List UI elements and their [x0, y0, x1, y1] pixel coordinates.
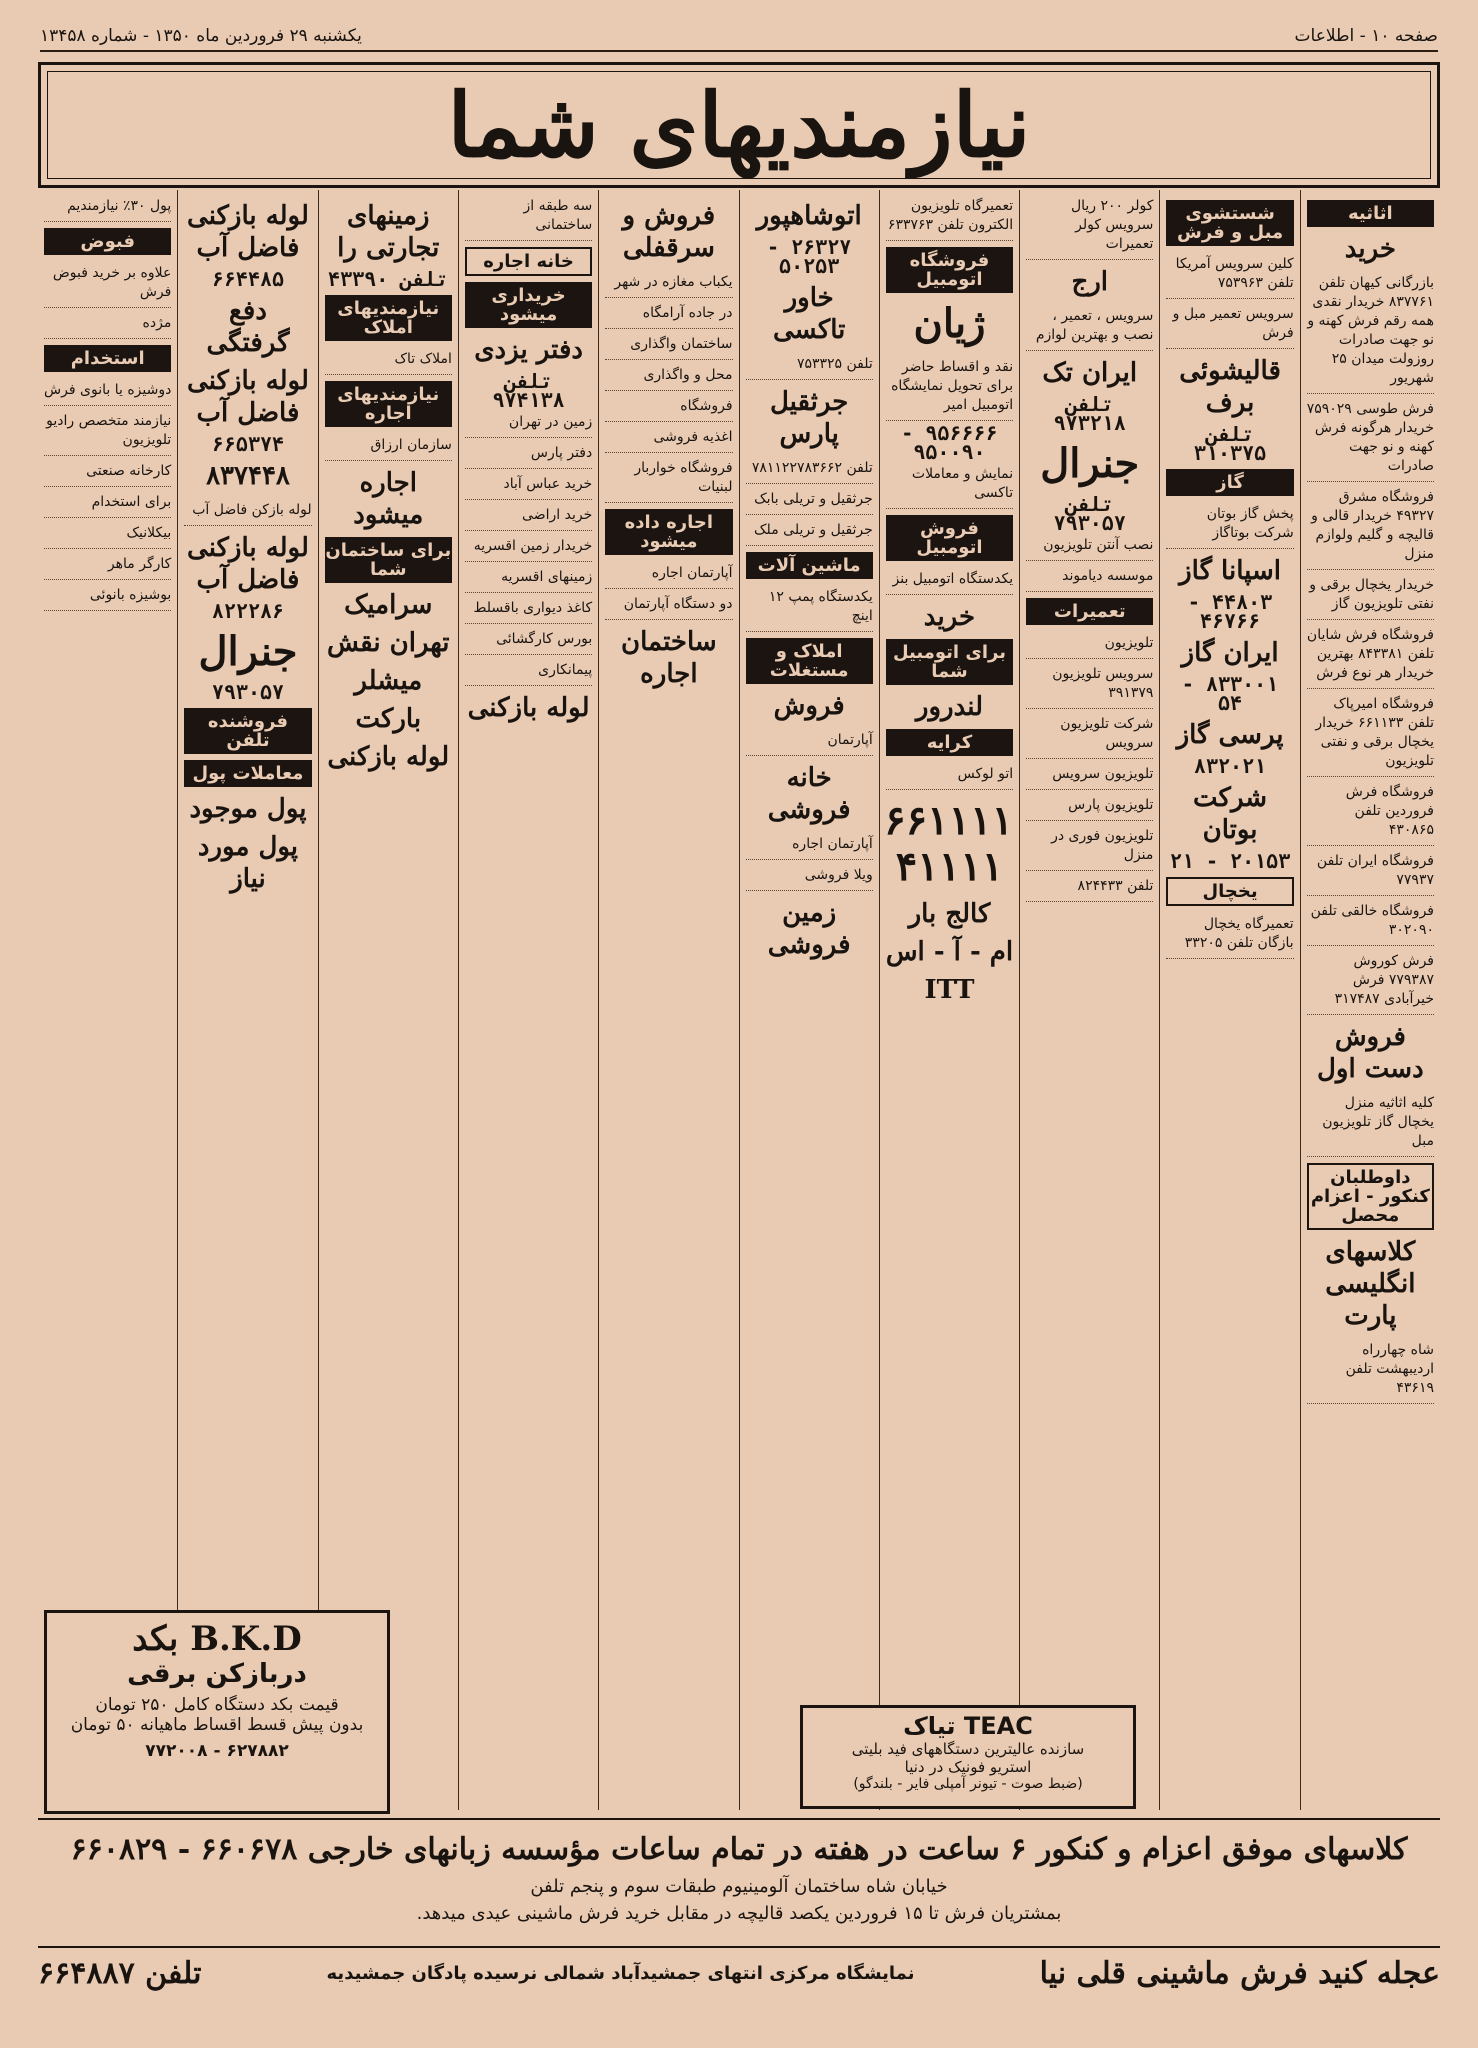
ad-headline: ITT: [924, 975, 975, 1005]
phone-number: تلفن ۹۷۳۲۱۸: [1053, 392, 1126, 435]
classified-ad: یکدستگاه اتومبیل بنز: [886, 567, 1013, 595]
classified-ad: تلویزیون پارس: [1026, 793, 1153, 821]
classified-ad: نیازمند متخصص رادیو تلویزیون: [44, 409, 171, 456]
classified-ad: تلفن ۸۲۴۴۳۳: [1026, 874, 1153, 902]
classified-ad: بورس کارگشائی: [465, 627, 592, 655]
classified-ad: تعمیرگاه یخچال بازگان تلفن ۳۳۲۰۵: [1166, 912, 1293, 959]
classified-ad: تلویزیون سرویس: [1026, 762, 1153, 790]
classified-ad: آپارتمان: [746, 728, 873, 756]
classified-ad: سازمان ارزاق: [325, 433, 452, 461]
phone-number: ۸۳۳۰۰۱ - ۵۴: [1181, 672, 1279, 715]
bkd-brand: B.K.D بکد: [132, 1619, 302, 1659]
ad-display-headline: جنرال: [1040, 440, 1140, 487]
footer-carpet-title: عجله کنید فرش ماشینی قلی نیا: [1039, 1956, 1440, 1991]
classified-ad: کارخانه صنعتی: [44, 459, 171, 487]
bkd-ad: [44, 1610, 390, 1814]
ad-headline: ایران گاز: [1181, 638, 1279, 668]
classified-ad: کلین سرویس آمریکا تلفن ۷۵۳۹۶۳: [1166, 252, 1293, 299]
ad-headline: اجاره میشود: [353, 468, 424, 530]
ad-display-headline: جنرال: [198, 628, 298, 675]
classified-ad: تلویزیون: [1026, 631, 1153, 659]
section-header: تعمیرات: [1026, 598, 1153, 625]
masthead: [38, 62, 1440, 188]
teac-line3: (ضبط صوت - تیونر آمپلی فایر - بلندگو): [853, 1776, 1083, 1792]
classified-ad: جرثقیل و تریلی بابک: [746, 487, 873, 515]
column-9: [177, 190, 317, 1810]
footer-phones: ۶۶۰۶۷۸ - ۶۶۰۸۲۹: [70, 1832, 298, 1867]
column-8: [318, 190, 458, 1810]
footer-line1: کلاسهای موفق اعزام و کنکور ۶ ساعت در هفته در تمام ساعات مؤسسه زبانهای خارجی: [307, 1832, 1408, 1867]
classified-ad: یکدستگاه پمپ ۱۲ اینچ: [746, 585, 873, 632]
teac-line2: استریو فونیک در دنیا: [904, 1758, 1032, 1776]
phone-number: ۷۹۳۰۵۷: [211, 680, 285, 704]
issue-date: یکشنبه ۲۹ فروردین ماه ۱۳۵۰ - شماره ۱۳۴۵۸: [40, 26, 362, 46]
classified-ad: تعمیرگاه تلویزیون الکترون تلفن ۶۳۳۷۶۳: [886, 194, 1013, 241]
classified-columns: [38, 190, 1440, 1810]
classified-ad: فروشگاه فرش فروردین تلفن ۴۳۰۸۶۵: [1307, 780, 1434, 846]
classified-ad: فروشگاه: [605, 394, 732, 422]
ad-headline: کالج بار: [908, 899, 991, 929]
classified-ad: موسسه دیاموند: [1026, 564, 1153, 592]
column-3: [1019, 190, 1159, 1810]
classified-ad: مژده: [44, 311, 171, 339]
ad-headline: جرثقیل پارس: [769, 387, 849, 449]
ad-headline: خرید: [923, 602, 976, 632]
ad-headline: دفتر یزدی: [474, 335, 583, 365]
classified-ad: شاه چهارراه اردیبهشت تلفن ۴۳۶۱۹: [1307, 1338, 1434, 1404]
column-5: [739, 190, 879, 1810]
bkd-phone: ۶۲۷۸۸۲ - ۷۷۲۰۰۸: [145, 1741, 289, 1761]
classified-ad: کارگر ماهر: [44, 552, 171, 580]
ad-headline: پول مورد نیاز: [197, 832, 299, 894]
ad-headline: ۸۳۷۴۴۸: [206, 461, 290, 491]
phone-number: تلفن ۳۱۰۳۷۵: [1193, 422, 1267, 465]
masthead-inner-frame: [47, 71, 1431, 179]
ad-headline: خرید: [1344, 234, 1396, 264]
classified-ad: نمایش و معاملات تاکسی: [886, 462, 1013, 509]
phone-number: تلفن ۷۹۳۰۵۷: [1053, 492, 1126, 535]
ad-headline: کلاسهای انگلیسی پارت: [1325, 1237, 1416, 1331]
column-6: [598, 190, 738, 1810]
bkd-installments: بدون پیش قسط اقساط ماهیانه ۵۰ تومان: [70, 1715, 364, 1735]
section-header: خریداری میشود: [465, 282, 592, 328]
classified-ad: تلفن ۷۸۱۱۲۲۷۸۳۶۶۲: [746, 456, 873, 484]
section-header: کرایه: [886, 729, 1013, 756]
ad-headline: لوله بازکنی: [467, 693, 590, 723]
classified-ad: فرش طوسی ۷۵۹۰۲۹ خریدار هرگونه فرش کهنه و نو جهت صادرات: [1307, 397, 1434, 482]
classified-ad: سرویس ، تعمیر ، نصب و بهترین لوازم: [1026, 304, 1153, 351]
classified-ad: بازرگانی کیهان تلفن ۸۳۷۷۶۱ خریدار نقدی همه رقم فرش کهنه و نو جهت صادرات روزولت میدان ۲۵ شهریور: [1307, 271, 1434, 394]
ad-headline: لندرور: [915, 692, 983, 722]
ad-headline: شرکت بوتان: [1193, 783, 1268, 845]
ad-headline: ام - آ - اس: [885, 937, 1014, 967]
ad-headline: ایران تک: [1042, 358, 1138, 388]
ad-headline: تهران نقش: [327, 628, 450, 658]
masthead-title: نیازمندیهای شما: [447, 73, 1031, 177]
footer-carpet-ad: [38, 1946, 1440, 1991]
classified-ad: کلیه اثاثیه منزل یخچال گاز تلویزیون مبل: [1307, 1091, 1434, 1157]
classified-ad: فروشگاه خالقی تلفن ۳۰۲۰۹۰: [1307, 899, 1434, 946]
section-header-boxed: خانه اجاره: [465, 247, 592, 276]
section-header: نیازمندیهای املاک: [325, 295, 452, 341]
footer-ads: [38, 1818, 1440, 2020]
phone-number: تلفن ۴۳۳۹۰: [328, 267, 449, 291]
footer-carpet-offer: بمشتریان فرش تا ۱۵ فروردین یکصد قالیچه در مقابل خرید فرش ماشینی عیدی میدهد.: [416, 1903, 1062, 1924]
footer-language-institute: [38, 1830, 1440, 1870]
classified-ad: سرویس تلویزیون ۳۹۱۳۷۹: [1026, 662, 1153, 709]
column-7: [458, 190, 598, 1810]
classified-ad: جرثقیل و تریلی ملک: [746, 518, 873, 546]
classified-ad: تلفن ۷۵۳۳۲۵: [746, 352, 873, 380]
column-2: [1159, 190, 1299, 1810]
classified-ad: خرید عباس آباد: [465, 472, 592, 500]
ad-headline: خاور تاکسی: [772, 283, 846, 345]
phone-number: ۲۰۱۵۳ - ۲۱: [1169, 849, 1291, 873]
section-header: اثاثیه: [1307, 200, 1434, 227]
classified-ad: آپارتمان اجاره: [605, 561, 732, 589]
classified-ad: زمین در تهران: [465, 410, 592, 438]
ad-headline: لوله بازکنی فاضل آب: [187, 201, 309, 263]
classified-ad: پول ۳۰٪ نیازمندیم: [44, 194, 171, 222]
ad-headline: زمین فروشی: [767, 898, 851, 960]
classified-ad: لوله بازکن فاضل آب: [184, 498, 311, 526]
section-header: برای ساختمان شما: [325, 537, 452, 583]
ad-headline: لوله بازکنی فاضل آب: [187, 533, 309, 595]
ad-headline: اسپانا گاز: [1179, 556, 1281, 586]
page-info: صفحه ۱۰ - اطلاعات: [1294, 26, 1438, 46]
teac-brand: TEAC تیاک: [903, 1712, 1033, 1740]
classified-ad: شرکت تلویزیون سرویس: [1026, 712, 1153, 759]
classified-ad: سه طبقه از ساختمانی: [465, 194, 592, 241]
phone-number: ۶۶۴۴۸۵: [211, 267, 285, 291]
ad-headline: خانه فروشی: [767, 763, 851, 825]
classified-ad: فروشگاه ایران تلفن ۷۷۹۳۷: [1307, 849, 1434, 896]
section-header: گاز: [1166, 469, 1293, 496]
section-header: فروشگاه اتومبیل: [886, 247, 1013, 293]
classified-ad: کولر ۲۰۰ ریال سرویس کولر تعمیرات: [1026, 194, 1153, 260]
classified-ad: فروشگاه خواربار لبنیات: [605, 456, 732, 503]
classified-ad: در جاده آرامگاه: [605, 301, 732, 329]
ad-headline: اتوشاهپور: [756, 201, 862, 231]
classified-ad: خریدار یخچال برقی و نفتی تلویزیون گاز: [1307, 573, 1434, 620]
classified-ad: دو دستگاه آپارتمان: [605, 592, 732, 620]
ad-headline: سرامیک: [344, 590, 433, 620]
classified-ad: خرید اراضی: [465, 503, 592, 531]
classified-ad: فروشگاه مشرق ۴۹۳۲۷ خریدار قالی و قالیچه و گلیم ولوازم منزل: [1307, 485, 1434, 570]
column-10: [38, 190, 177, 1810]
column-4: [879, 190, 1019, 1810]
classified-ad: بوشیزه بانوئی: [44, 583, 171, 611]
section-header: نیازمندیهای اجاره: [325, 381, 452, 427]
classified-ad: فرش کوروش ۷۷۹۳۸۷ فرش خیرآبادی ۳۱۷۴۸۷: [1307, 949, 1434, 1015]
section-header: استخدام: [44, 345, 171, 372]
classified-ad: پیمانکاری: [465, 658, 592, 686]
classified-ad: علاوه بر خرید فبوض فرش: [44, 261, 171, 308]
section-header: فروشنده تلفن: [184, 708, 311, 754]
section-header: شستشوی مبل و فرش: [1166, 200, 1293, 246]
phone-number: ۲۶۳۲۷ - ۵۰۲۵۳: [767, 235, 852, 278]
section-header: ماشین آلات: [746, 552, 873, 579]
footer-carpet-address: نمایشگاه مرکزی انتهای جمشیدآباد شمالی نرسیده پادگان جمشیدیه: [326, 1963, 915, 1984]
classified-ad: ویلا فروشی: [746, 863, 873, 891]
classified-ad: بیکلانیک: [44, 521, 171, 549]
column-1: [1300, 190, 1440, 1810]
ad-headline: ساختمان اجاره: [621, 627, 717, 689]
classified-ad: دفتر پارس: [465, 441, 592, 469]
section-header: برای اتومبیل شما: [886, 639, 1013, 685]
ad-headline: قالیشوئی برف: [1179, 356, 1281, 418]
ad-headline: پرسی گاز: [1176, 720, 1284, 750]
section-header-boxed: یخچال: [1166, 877, 1293, 906]
classified-ad: نقد و اقساط حاضر برای تحویل نمایشگاه اتومبیل امیر: [886, 355, 1013, 421]
classified-ad: اغذیه فروشی: [605, 425, 732, 453]
footer-address: خیابان شاه ساختمان آلومینیوم طبقات سوم و پنجم تلفن: [530, 1876, 948, 1897]
phone-number: ۶۶۵۳۷۴: [211, 432, 285, 456]
classified-ad: املاک تاک: [325, 347, 452, 375]
section-header: معاملات پول: [184, 760, 311, 787]
classified-ad: خریدار زمین اقسریه: [465, 534, 592, 562]
ad-headline: زمینهای تجارتی را: [337, 201, 440, 263]
classified-ad: نصب آنتن تلویزیون: [1026, 533, 1153, 561]
classified-ad: سرویس تعمیر مبل و فرش: [1166, 302, 1293, 349]
ad-headline: میشلر: [354, 666, 423, 696]
bkd-headline: دربازکن برقی: [127, 1659, 307, 1689]
section-header: املاک و مستغلات: [746, 638, 873, 684]
phone-number: ۴۴۸۰۳ - ۴۶۷۶۶: [1187, 590, 1273, 633]
classified-ad: اتو لوکس: [886, 762, 1013, 790]
classified-ad: فروشگاه فرش شایان تلفن ۸۴۳۳۸۱ بهترین خریدار هر نوع فرش: [1307, 623, 1434, 689]
ad-headline: ارج: [1071, 267, 1109, 297]
ad-headline: دفع گرفتگی: [206, 296, 290, 358]
classified-ad: محل و واگذاری: [605, 363, 732, 391]
classified-ad: کاغذ دیواری باقسلط: [465, 596, 592, 624]
teac-line1: سازنده عالیترین دستگاههای فید بلیتی: [851, 1740, 1085, 1758]
classified-ad: آپارتمان اجاره: [746, 832, 873, 860]
section-header-boxed: داوطلبان کنکور - اعزام محصل: [1307, 1163, 1434, 1230]
phone-number: ۸۲۲۲۸۶: [211, 599, 285, 623]
section-header: اجاره داده میشود: [605, 509, 732, 555]
classified-ad: برای استخدام: [44, 490, 171, 518]
ad-display-headline: ژیان: [913, 300, 986, 347]
ad-headline: بارکت: [355, 704, 422, 734]
ad-headline: فروش و سرقفلی: [622, 201, 716, 263]
section-header: فروش اتومبیل: [886, 515, 1013, 561]
classified-ad: زمینهای اقسریه: [465, 565, 592, 593]
section-header: فبوض: [44, 228, 171, 255]
footer-carpet-phone: تلفن ۶۶۴۸۸۷: [38, 1956, 202, 1991]
classified-ad: دوشیزه یا بانوی فرش: [44, 378, 171, 406]
teac-ad: [800, 1705, 1136, 1809]
classified-ad: یکباب مغازه در شهر: [605, 270, 732, 298]
classified-ad: تلویزیون فوری در منزل: [1026, 824, 1153, 871]
ad-headline: لوله بازکنی: [327, 742, 450, 772]
classified-ad: ساختمان واگذاری: [605, 332, 732, 360]
phone-number: تلفن ۹۷۴۱۳۸: [492, 369, 565, 412]
ad-headline: پول موجود: [189, 794, 307, 824]
ad-display-headline: ۶۶۱۱۱۱ ۴۱۱۱۱: [884, 797, 1014, 890]
bkd-price: قیمت بکد دستگاه کامل ۲۵۰ تومان: [95, 1695, 339, 1715]
classified-ad: پخش گاز بوتان شرکت بوتاگاز: [1166, 502, 1293, 549]
classified-ad: فروشگاه امیرپاک تلفن ۶۶۱۱۳۳ خریدار یخچال برقی و نفتی تلویزیون: [1307, 692, 1434, 777]
ad-headline: لوله بازکنی فاضل آب: [187, 366, 309, 428]
phone-number: ۸۳۲۰۲۱: [1193, 754, 1267, 778]
phone-number: ۹۵۶۶۶۶ - ۹۵۰۰۹۰: [901, 421, 998, 464]
ad-headline: فروش دست اول: [1317, 1022, 1424, 1084]
running-head: [40, 22, 1438, 52]
ad-headline: فروش: [773, 691, 845, 721]
